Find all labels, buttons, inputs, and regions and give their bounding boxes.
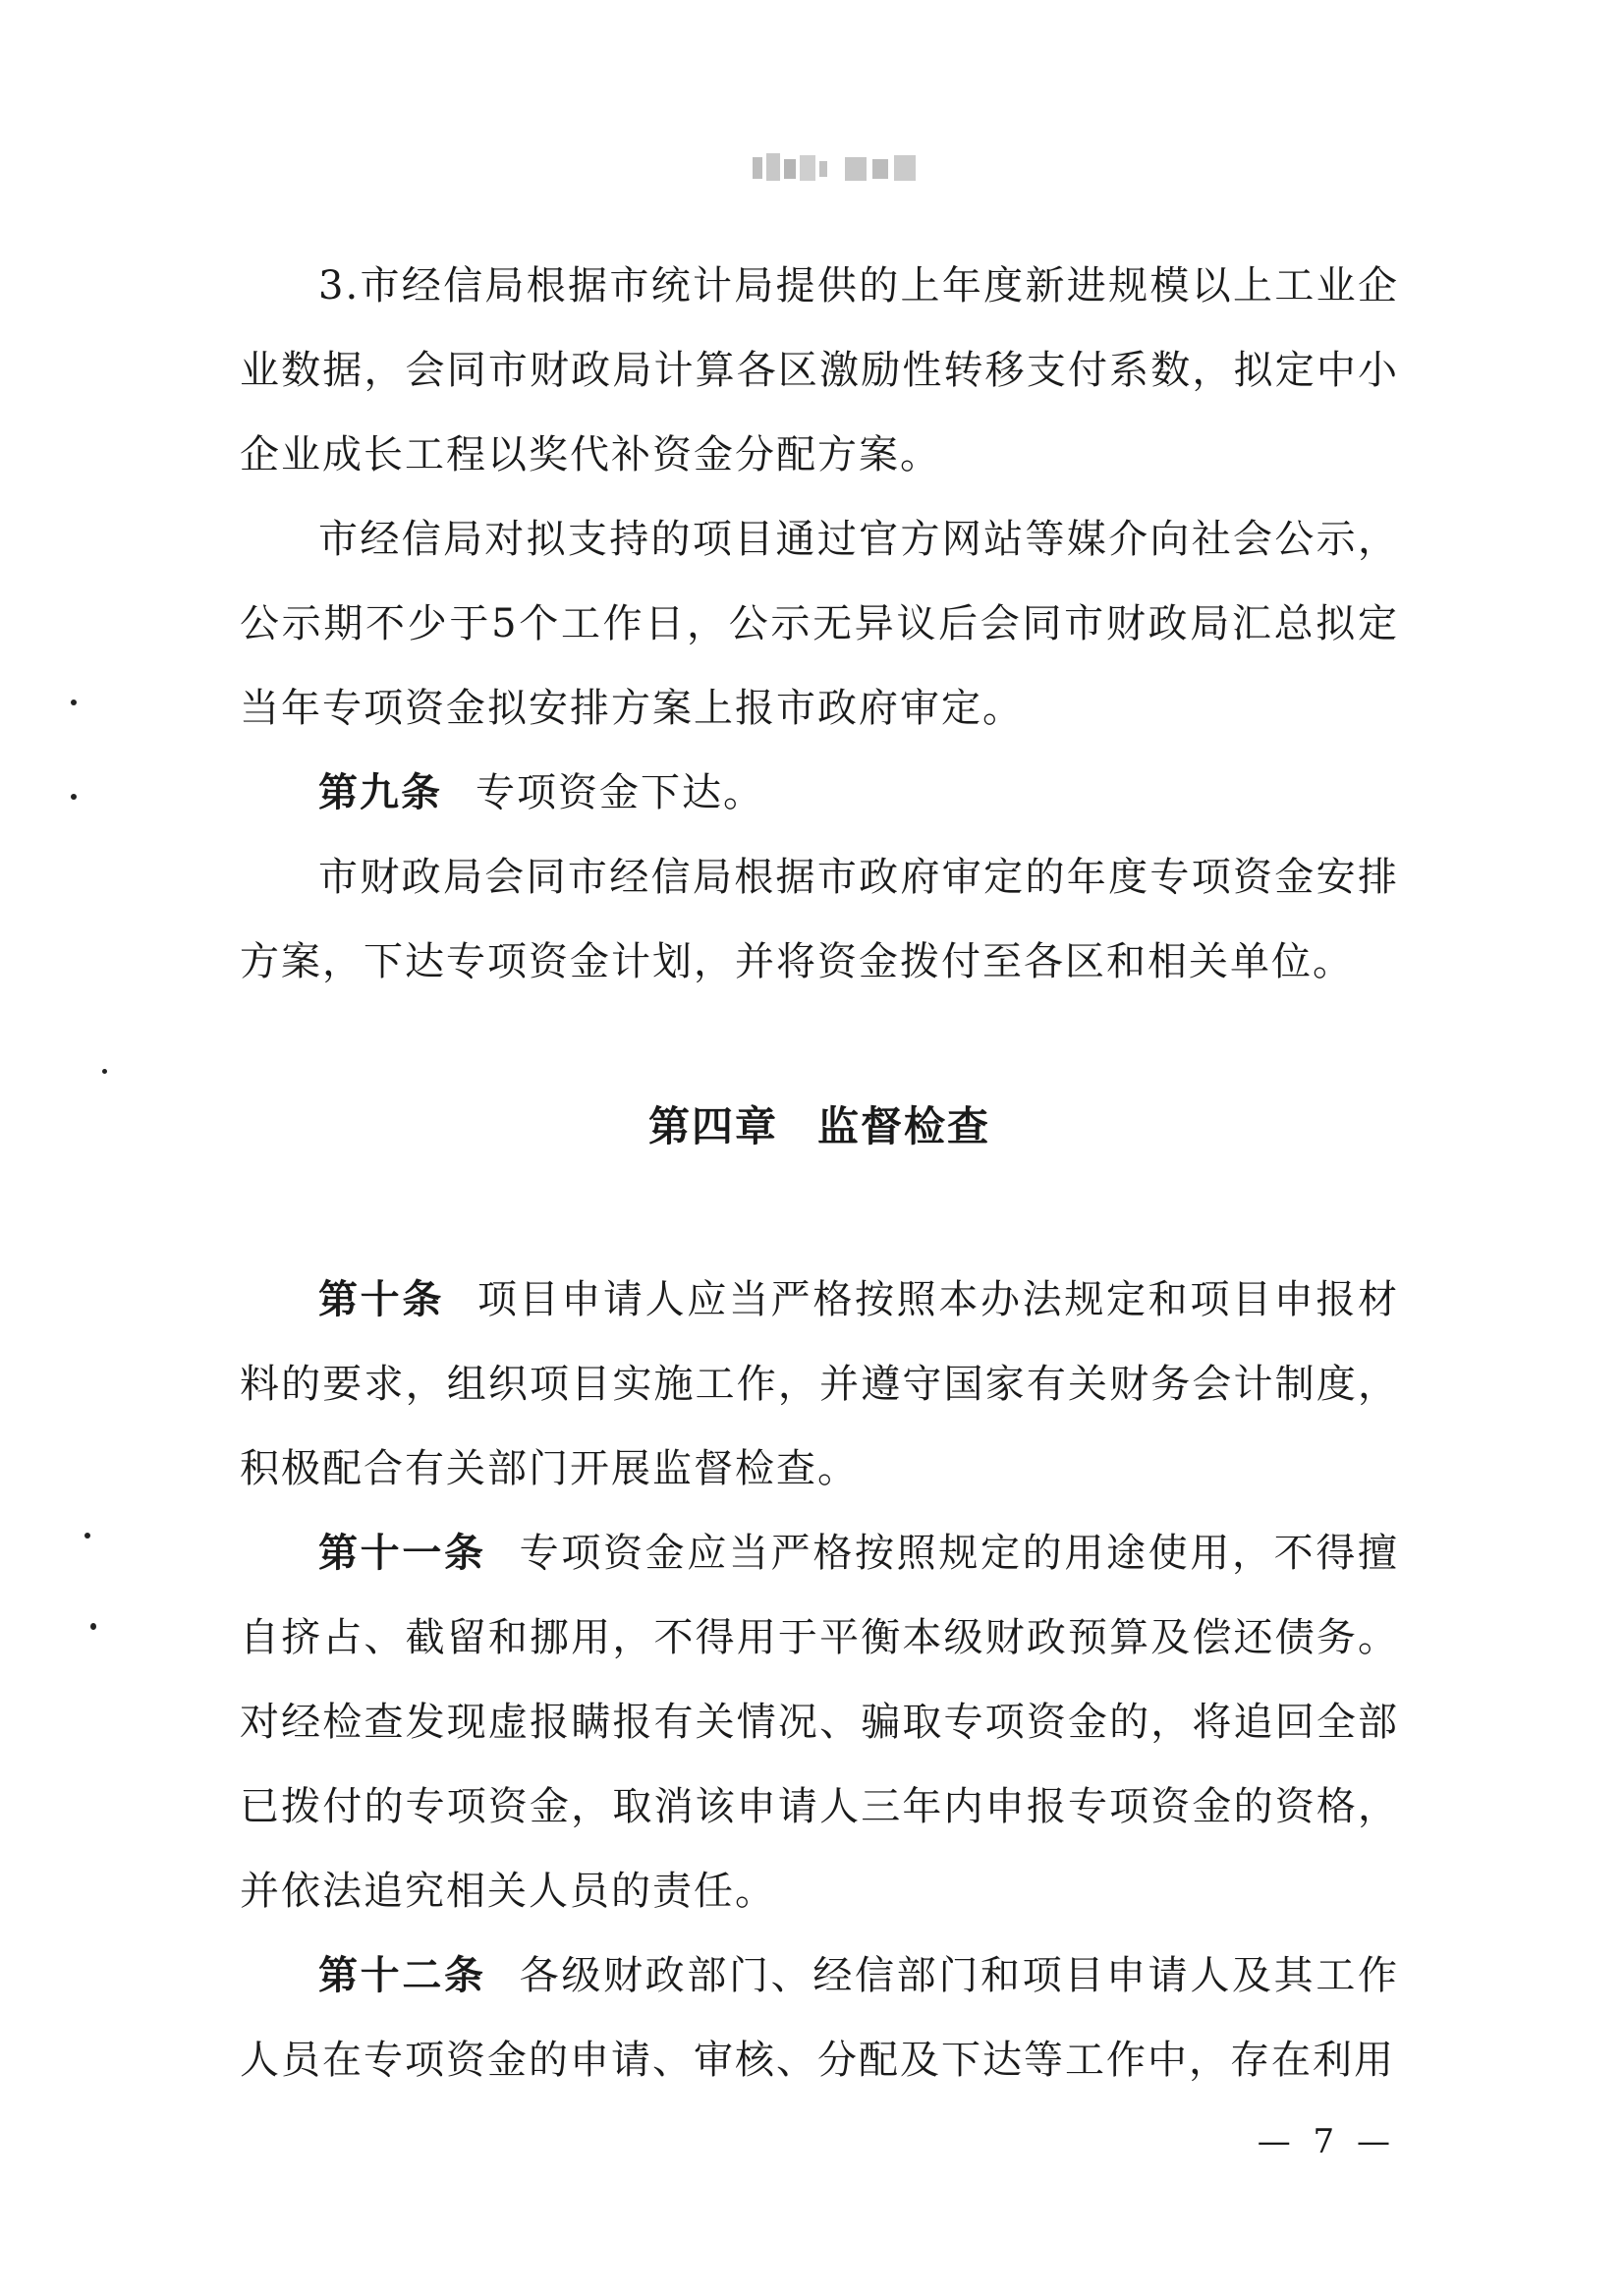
article-10-text: 项目申请人应当严格按照本办法规定和项目申报材料的要求，组织项目实施工作，并遵守国家有关财务会计制度，积极配合有关部门开展监督检查。: [240, 1277, 1399, 1491]
page-number: — 7 —: [1257, 2122, 1396, 2161]
chapter-title: 监督检查: [817, 1102, 991, 1150]
article-12-text: 各级财政部门、经信部门和项目申请人及其工作人员在专项资金的申请、审核、分配及下达等工作中，存在利用: [240, 1953, 1400, 2083]
article-10-label: 第十条: [318, 1276, 444, 1322]
scan-speck: [71, 794, 77, 800]
scan-speck: [84, 1533, 90, 1539]
article-10: [240, 1258, 1399, 1511]
scan-speck: [90, 1623, 96, 1630]
paragraph-public-notice: 市经信局对拟支持的项目通过官方网站等媒介向社会公示，公示期不少于5个工作日，公示无异议后会同市财政局汇总拟定当年专项资金拟安排方案上报市政府审定。: [240, 517, 1399, 731]
article-11-text: 专项资金应当严格按照规定的用途使用，不得擅自挤占、截留和挪用，不得用于平衡本级财政预算及偿还债务。对经检查发现虚报瞒报有关情况、骗取专项资金的，将追回全部已拨付的专项资金，取消该申请人三年内申报专项资金的资格，并依法追究相关人员的责任。: [240, 1531, 1400, 1914]
chapter-heading: [240, 1085, 1399, 1169]
article-9-label: 第九条: [318, 769, 442, 815]
article-9-title: 专项资金下达。: [476, 770, 764, 815]
scan-speck: [102, 1069, 107, 1074]
scan-speck: [71, 700, 77, 705]
paragraph-funds-disbursement: 市财政局会同市经信局根据市政府审定的年度专项资金安排方案，下达专项资金计划，并将资金拨付至各区和相关单位。: [240, 855, 1399, 984]
article-9: [240, 751, 1399, 835]
article-11: [240, 1511, 1399, 1933]
document-body: [240, 244, 1399, 2102]
article-12: [240, 1933, 1399, 2102]
article-11-label: 第十一条: [318, 1530, 486, 1576]
header-stamp-mark: [747, 145, 924, 189]
chapter-number: 第四章: [647, 1102, 778, 1150]
article-12-label: 第十二条: [318, 1952, 486, 1998]
paragraph-funding-allocation: 3.市经信局根据市统计局提供的上年度新进规模以上工业企业数据，会同市财政局计算各区激励性转移支付系数，拟定中小企业成长工程以奖代补资金分配方案。: [240, 263, 1399, 477]
